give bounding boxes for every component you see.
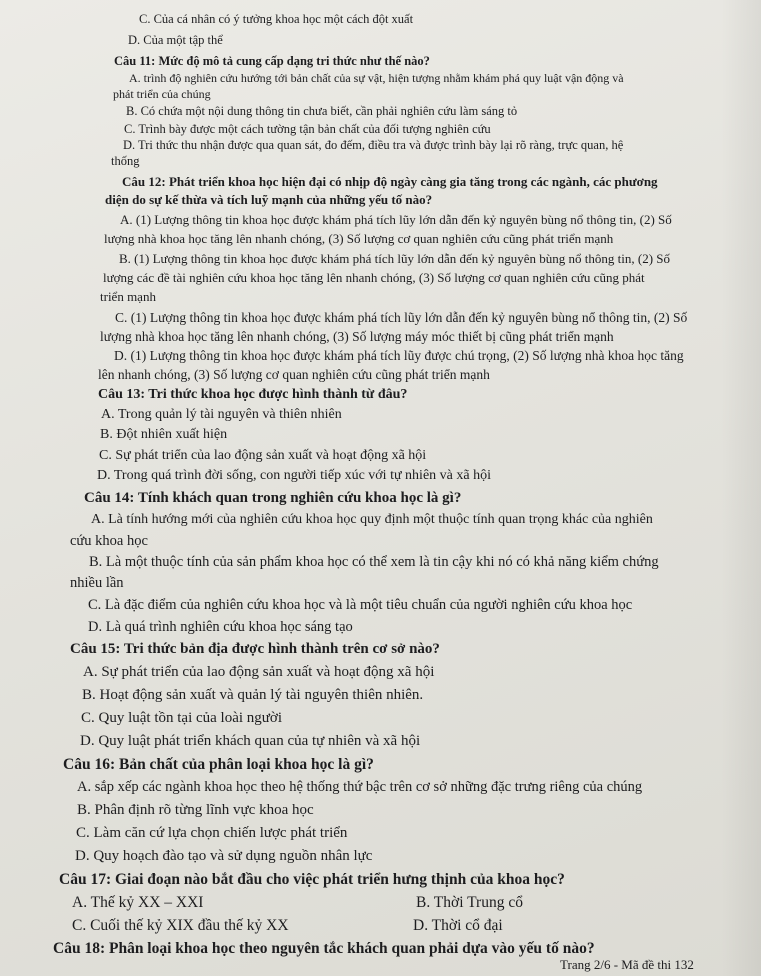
q14-option-a: A. Là tính hướng mới của nghiên cứu khoa học quy định một thuộc tính quan trọng khác của nghiên <box>91 512 653 527</box>
q12-option-a-cont: lượng nhà khoa học tăng lên nhanh chóng, (3) Số lượng cơ quan nghiên cứu cũng phát triển mạnh <box>104 231 614 246</box>
q17-option-d: D. Thời cổ đại <box>413 917 503 934</box>
q15-question: Câu 15: Tri thức bản địa được hình thành trên cơ sở nào? <box>70 641 440 657</box>
q12-option-c-cont: lượng nhà khoa học tăng lên nhanh chóng, (3) Số lượng máy móc thiết bị cũng phát triển mạnh <box>100 329 614 344</box>
q11-option-a: A. trình độ nghiên cứu hướng tới bản chất của sự vật, hiện tượng nhằm khám phá quy luật vận động và <box>129 71 624 85</box>
q16-option-a: A. sắp xếp các ngành khoa học theo hệ thống thứ bậc trên cơ sở những đặc trưng riêng của chúng <box>77 779 643 795</box>
q12-option-d: D. (1) Lượng thông tin khoa học được khám phá tích lũy được chú trọng, (2) Số lượng nhà khoa học tăng <box>114 348 684 363</box>
q14-option-a-cont: cứu khoa học <box>70 533 148 549</box>
q15-option-c: C. Quy luật tồn tại của loài người <box>81 710 283 726</box>
q12-option-b-cont: lượng các đề tài nghiên cứu khoa học tăng lên nhanh chóng, (3) Số lượng cơ quan nghiên cứu cũng phát <box>103 270 645 285</box>
q13-option-d: D. Trong quá trình đời sống, con người tiếp xúc với tự nhiên và xã hội <box>97 468 491 483</box>
q12-option-b-cont2: triển mạnh <box>100 289 156 304</box>
q15-option-a: A. Sự phát triển của lao động sản xuất và hoạt động xã hội <box>83 664 435 680</box>
q11-question: Câu 11: Mức độ mô tả cung cấp dạng tri thức như thế nào? <box>114 54 430 68</box>
q14-option-b-cont: nhiều lần <box>70 575 124 591</box>
q14-question: Câu 14: Tính khách quan trong nghiên cứu khoa học là gì? <box>84 490 462 506</box>
q18-question: Câu 18: Phân loại khoa học theo nguyên tắc khách quan phải dựa vào yếu tố nào? <box>53 940 595 957</box>
q11-option-d-cont: thống <box>111 154 140 168</box>
q15-option-d: D. Quy luật phát triển khách quan của tự nhiên và xã hội <box>80 733 421 749</box>
q16-question: Câu 16: Bản chất của phân loại khoa học là gì? <box>63 756 374 773</box>
q13-option-c: C. Sự phát triển của lao động sản xuất và hoạt động xã hội <box>99 448 427 463</box>
q16-option-d: D. Quy hoạch đào tạo và sử dụng nguồn nhân lực <box>75 848 373 864</box>
page-edge-shadow <box>721 0 761 976</box>
q16-option-b: B. Phân định rõ từng lĩnh vực khoa học <box>77 802 314 818</box>
q15-option-b: B. Hoạt động sản xuất và quản lý tài nguyên thiên nhiên. <box>82 687 424 703</box>
q11-option-b: B. Có chứa một nội dung thông tin chưa biết, cần phải nghiên cứu làm sáng tỏ <box>126 104 518 118</box>
q17-option-c: C. Cuối thế kỷ XIX đầu thế kỷ XX <box>72 917 289 934</box>
q10-option-d: D. Của một tập thể <box>128 33 223 47</box>
q13-option-a: A. Trong quản lý tài nguyên và thiên nhiên <box>101 407 342 422</box>
q10-option-c: C. Của cá nhân có ý tưởng khoa học một cách đột xuất <box>139 12 414 26</box>
q12-question: Câu 12: Phát triển khoa học hiện đại có nhịp độ ngày càng gia tăng trong các ngành, các phương <box>122 174 658 189</box>
q13-option-b: B. Đột nhiên xuất hiện <box>100 427 228 442</box>
q17-option-a: A. Thế kỷ XX – XXI <box>72 894 204 911</box>
q14-option-b: B. Là một thuộc tính của sản phẩm khoa học có thể xem là tin cậy khi nó có khả năng kiểm chứng <box>89 554 659 570</box>
q11-option-c: C. Trình bày được một cách tường tận bản chất của đối tượng nghiên cứu <box>124 122 491 136</box>
q17-question: Câu 17: Giai đoạn nào bắt đầu cho việc phát triển hưng thịnh của khoa học? <box>59 871 565 888</box>
q16-option-c: C. Làm căn cứ lựa chọn chiến lược phát triển <box>76 825 348 841</box>
q12-option-b: B. (1) Lượng thông tin khoa học được khám phá tích lũy lớn dẫn đến kỷ nguyên bùng nổ thông tin, (2) Số <box>119 251 671 266</box>
q11-option-d: D. Tri thức thu nhận được qua quan sát, đo đếm, điều tra và được trình bày lại rõ ràng, trực quan, hệ <box>123 138 624 152</box>
q12-option-d-cont: lên nhanh chóng, (3) Số lượng cơ quan nghiên cứu cũng phát triển mạnh <box>98 367 490 382</box>
q12-option-a: A. (1) Lượng thông tin khoa học được khám phá tích lũy lớn dẫn đến kỷ nguyên bùng nổ thông tin, (2) Số <box>120 212 672 227</box>
q17-option-b: B. Thời Trung cổ <box>416 894 523 911</box>
q14-option-c: C. Là đặc điểm của nghiên cứu khoa học và là một tiêu chuẩn của người nghiên cứu khoa học <box>88 597 633 613</box>
q12-question-cont: diện do sự kế thừa và tích luỹ mạnh của những yếu tố nào? <box>105 192 433 207</box>
page-footer: Trang 2/6 - Mã đề thi 132 <box>560 957 694 972</box>
q12-option-c: C. (1) Lượng thông tin khoa học được khám phá tích lũy lớn dẫn đến kỷ nguyên bùng nổ thông tin, (2) Số <box>115 310 688 325</box>
q13-question: Câu 13: Tri thức khoa học được hình thành từ đâu? <box>98 387 408 402</box>
q11-option-a-cont: phát triển của chúng <box>113 87 211 101</box>
q14-option-d: D. Là quá trình nghiên cứu khoa học sáng tạo <box>88 619 353 635</box>
